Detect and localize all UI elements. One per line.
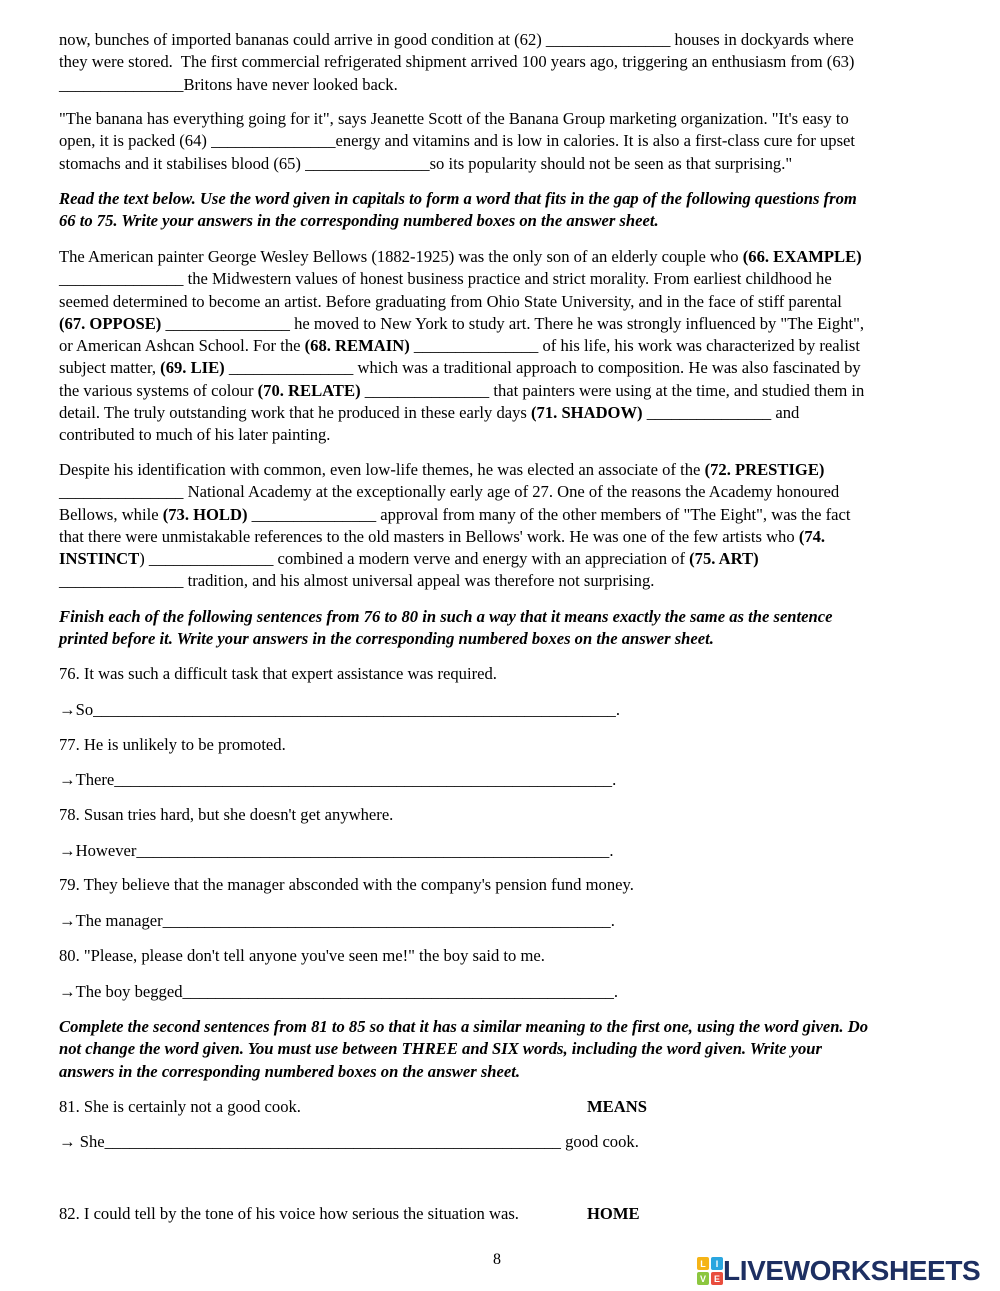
text-line: seemed determined to become an artist. Before graduating from Ohio State University, and in the face of stiff parental bbox=[59, 291, 842, 311]
liveworksheets-icon bbox=[697, 1257, 723, 1285]
answer-79[interactable]: →The manager______________________________________________________. bbox=[59, 911, 615, 930]
brand-name: LIVEWORKSHEETS bbox=[723, 1255, 981, 1286]
page-number: 8 bbox=[493, 1251, 501, 1268]
question-78: 78. Susan tries hard, but she doesn't get anywhere. bbox=[59, 805, 394, 824]
keyword-82: HOME bbox=[587, 1204, 640, 1223]
text-line: _______________ the Midwestern values of honest business practice and strict morality. From earliest childhood he bbox=[59, 269, 832, 289]
paragraph-bellows-1 bbox=[59, 246, 864, 447]
instruction-line: Read the text below. Use the word given in capitals to form a word that fits in the gap of the following questions from bbox=[59, 189, 857, 208]
question-81: 81. She is certainly not a good cook. bbox=[59, 1097, 301, 1116]
text-line: open, it is packed (64) _______________energy and vitamins and is low in calories. It is also a first-class cure for upset bbox=[59, 131, 856, 151]
instruction-line: Finish each of the following sentences from 76 to 80 in such a way that it means exactly the same as the sentence bbox=[59, 607, 833, 626]
text-line: Bellows, while (73. HOLD) _______________ approval from many of the other members of "The Eight", was the fact bbox=[59, 504, 851, 524]
text-line: INSTINCT) _______________ combined a modern verve and energy with an appreciation of (75. ART) bbox=[59, 549, 759, 569]
text-line: that there were unmistakable references to the old masters in Bellows' work. He was one of the few artists who (74. bbox=[59, 526, 826, 546]
question-80: 80. "Please, please don't tell anyone you've seen me!" the boy said to me. bbox=[59, 946, 545, 965]
keyword-81: MEANS bbox=[587, 1097, 647, 1116]
answer-76[interactable]: →So_______________________________________________________________. bbox=[59, 700, 620, 719]
paragraph-bellows-2 bbox=[59, 459, 850, 593]
text-line: stomachs and it stabilises blood (65) _______________so its popularity should not be seen as that surprising." bbox=[59, 153, 793, 173]
text-line: subject matter, (69. LIE) _______________ which was a traditional approach to composition. He was also fascinated by bbox=[59, 358, 861, 378]
question-77: 77. He is unlikely to be promoted. bbox=[59, 735, 286, 754]
instruction-66-75 bbox=[59, 188, 857, 233]
paragraph-bananas-1 bbox=[59, 29, 854, 96]
text-line: (67. OPPOSE) _______________ he moved to New York to study art. There he was strongly influenced by "The Eight", bbox=[59, 313, 865, 333]
question-82: 82. I could tell by the tone of his voice how serious the situation was. bbox=[59, 1204, 519, 1223]
instruction-line: printed before it. Write your answers in the corresponding numbered boxes on the answer sheet. bbox=[59, 629, 714, 649]
text-line: The American painter George Wesley Bellows (1882-1925) was the only son of an elderly couple who (66. EXAMPLE) bbox=[59, 247, 862, 266]
question-76: 76. It was such a difficult task that expert assistance was required. bbox=[59, 664, 497, 683]
text-line: detail. The truly outstanding work that he produced in these early days (71. SHADOW) _______________ and bbox=[59, 403, 800, 423]
answer-78[interactable]: →However_________________________________________________________. bbox=[59, 841, 614, 860]
icon-letter: V bbox=[699, 1274, 707, 1284]
answer-80[interactable]: →The boy begged____________________________________________________. bbox=[59, 982, 619, 1001]
instruction-line: 66 to 75. Write your answers in the corresponding numbered boxes on the answer sheet. bbox=[59, 211, 659, 231]
text-line: the various systems of colour (70. RELATE) _______________ that painters were using at the time, and studied them in bbox=[59, 380, 865, 400]
text-line: _______________ National Academy at the exceptionally early age of 27. One of the reasons the Academy honoured bbox=[59, 482, 840, 502]
text-line: "The banana has everything going for it", says Jeanette Scott of the Banana Group marketing organization. "It's easy to bbox=[59, 109, 849, 128]
text-line: now, bunches of imported bananas could arrive in good condition at (62) _______________ houses in dockyards where bbox=[59, 30, 854, 49]
answer-77[interactable]: →There____________________________________________________________. bbox=[59, 770, 617, 789]
instruction-line: not change the word given. You must use between THREE and SIX words, including the word given. Write your bbox=[59, 1039, 822, 1059]
instruction-line: Complete the second sentences from 81 to 85 so that it has a similar meaning to the first one, using the word given. Do bbox=[59, 1017, 869, 1036]
instruction-76-80 bbox=[59, 606, 832, 651]
icon-letter: E bbox=[713, 1274, 721, 1284]
text-line: _______________ tradition, and his almost universal appeal was therefore not surprising. bbox=[59, 571, 655, 591]
paragraph-bananas-2 bbox=[59, 108, 855, 175]
icon-letter: I bbox=[715, 1259, 719, 1269]
instruction-line: answers in the corresponding numbered boxes on the answer sheet. bbox=[59, 1061, 521, 1081]
question-79: 79. They believe that the manager absconded with the company's pension fund money. bbox=[59, 875, 634, 894]
text-line: _______________Britons have never looked back. bbox=[59, 74, 398, 94]
text-line: they were stored. The first commercial refrigerated shipment arrived 100 years ago, triggering an enthusiasm from (63) bbox=[59, 52, 855, 72]
icon-letter: L bbox=[700, 1259, 706, 1269]
instruction-81-85 bbox=[59, 1016, 868, 1083]
liveworksheets-logo[interactable] bbox=[697, 1255, 980, 1287]
text-line: Despite his identification with common, even low-life themes, he was elected an associate of the (72. PRESTIGE) bbox=[59, 460, 825, 479]
answer-81[interactable]: → She_______________________________________________________ good cook. bbox=[59, 1132, 639, 1151]
text-line: or American Ashcan School. For the (68. REMAIN) _______________ of his life, his work was characterized by realist bbox=[59, 336, 860, 356]
text-line: contributed to much of his later painting. bbox=[59, 425, 331, 445]
